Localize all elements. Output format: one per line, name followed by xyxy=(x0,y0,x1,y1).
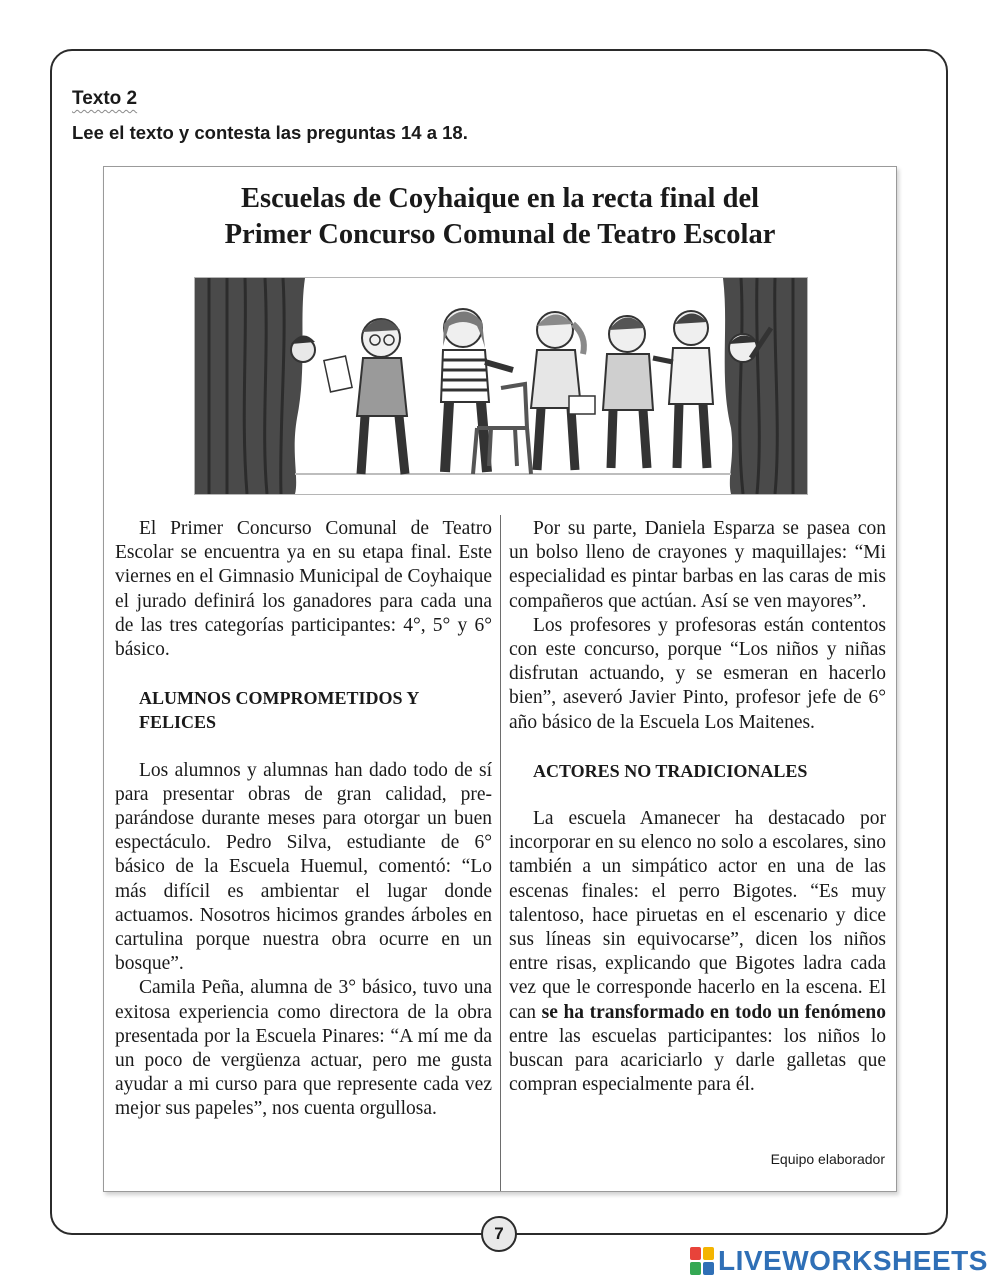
left-column xyxy=(115,517,492,1122)
bigotes-text-start: La escuela Amanecer ha destacado por incorporar en su elenco no solo a escolares, sino también a un simpático actor en una de las escenas finales: el perro Bigotes. “Es muy talentoso, hace piruetas en el escenario y dice sus líneas sin equivocarse”, dicen los niños entre risas, explicando que Bigotes ladra cada vez que le corresponde hacerlo en la escena. El can xyxy=(509,808,886,1023)
children-rehearsing-theater-illustration xyxy=(194,277,808,495)
article-headline xyxy=(104,181,896,253)
paragraph-camila-pena: Camila Peña, alumna de 3° básico, tuvo una exitosa experiencia como directora de la obra presentada por la Escuela Pinares: “A mí me da un poco de vergüenza actuar, pero me gusta ayudar a mi curso para que represente cada vez mejor sus papeles”, nos cuenta orgullosa. xyxy=(115,977,492,1120)
paragraph-perro-bigotes xyxy=(509,807,886,1097)
subheading-alumnos: ALUMNOS COMPROMETIDOS Y FELICES xyxy=(139,688,419,733)
page-number: 7 xyxy=(481,1216,517,1252)
paragraph-daniela-esparza: Por su parte, Daniela Esparza se pasea con un bolso lleno de crayones y maquillajes: “Mi especialidad es pintar barbas en las caras de mis compañeros que actúan. Así se ven mayores”. xyxy=(509,518,886,612)
headline-line-2: Primer Concurso Comunal de Teatro Escolar xyxy=(224,219,776,250)
news-article xyxy=(103,166,897,1192)
paragraph-pedro-silva: Los alumnos y alumnas han dado todo de sí para presentar obras de gran calidad, preparándose durante meses para otorgar un buen espectáculo. Pedro Silva, estudiante de 6° básico de la Escuela Huemul, comentó: “Lo más difícil es ambientar el lugar donde actuamos. Nosotros hicimos grandes árboles en cartulina porque nuestra obra ocurre en un bosque”. xyxy=(115,759,492,975)
signature: Equipo elaborador xyxy=(770,1151,885,1167)
headline-line-1: Escuelas de Coyhaique en la recta final del xyxy=(240,183,760,214)
subheading-actores: ACTORES NO TRADICIONALES xyxy=(533,760,808,781)
text-label: Texto 2 xyxy=(72,88,138,109)
right-column xyxy=(509,517,886,1097)
liveworksheets-logo-icon xyxy=(690,1247,714,1275)
intro-paragraph: El Primer Concurso Comunal de Teatro Escolar se encuentra ya en su etapa final. Este viernes en el Gimnasio Municipal de Coyhaique el jurado definirá los ganadores para cada una de las tres categorías participantes: 4°, 5° y 6° básico. xyxy=(115,518,492,661)
brand-name: LIVEWORKSHEETS xyxy=(718,1245,988,1276)
paragraph-profesores: Los profesores y profesoras están contentos con este concurso, porque “Los niños y niñas disfrutan actuando, y se esmeran en hacerlo bien”, aseveró Javier Pinto, profesor jefe de 6° año básico de la Escuela Los Maitenes. xyxy=(509,614,886,733)
illustration-drawing xyxy=(195,278,807,494)
bigotes-text-end: entre las escuelas participantes: los niños lo buscan para acariciarlo y darle galletas que compran especialmente para él. xyxy=(509,1025,886,1096)
bigotes-text-bold: se ha transformado en todo un fenómeno xyxy=(541,1001,886,1023)
instruction: Lee el texto y contesta las preguntas 14 a 18. xyxy=(72,122,468,143)
column-divider xyxy=(500,515,501,1191)
liveworksheets-brand[interactable] xyxy=(690,1244,988,1278)
